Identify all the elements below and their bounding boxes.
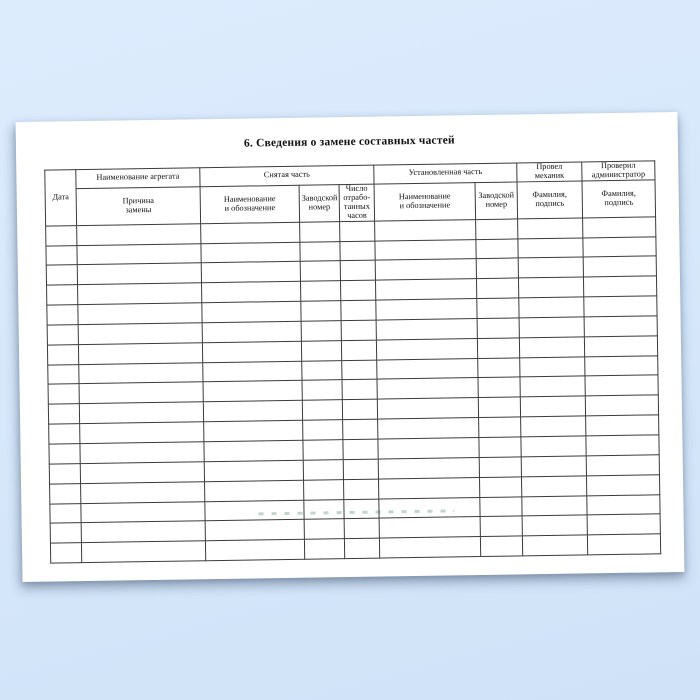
empty-cell [375, 219, 476, 240]
empty-cell [584, 336, 657, 357]
empty-cell [343, 459, 378, 479]
empty-cell [522, 495, 587, 516]
empty-cell [344, 538, 379, 558]
empty-cell [81, 481, 205, 503]
empty-cell [375, 279, 476, 300]
empty-cell [342, 380, 377, 400]
empty-cell [584, 296, 657, 317]
empty-cell [300, 241, 340, 261]
empty-cell [583, 256, 656, 277]
empty-cell [480, 516, 522, 536]
empty-cell [518, 277, 583, 298]
empty-cell [203, 401, 302, 422]
empty-cell [518, 257, 583, 278]
empty-cell [344, 479, 379, 499]
empty-cell [49, 444, 80, 464]
empty-cell [344, 518, 379, 538]
empty-cell [587, 534, 660, 555]
empty-cell [78, 283, 202, 305]
empty-cell [340, 280, 375, 300]
empty-cell [77, 223, 201, 245]
empty-cell [341, 340, 376, 360]
empty-cell [204, 440, 303, 461]
empty-cell [202, 341, 301, 362]
empty-cell [480, 536, 522, 556]
empty-cell [585, 355, 658, 376]
empty-cell [79, 382, 203, 404]
empty-cell [80, 462, 204, 484]
header-administrator-signature: Фамилия, подпись [582, 180, 656, 218]
header-reason: Причина замены [76, 187, 201, 226]
empty-cell [521, 456, 586, 477]
empty-cell [519, 337, 584, 358]
empty-cell [586, 435, 659, 456]
empty-cell [49, 463, 80, 483]
empty-cell [46, 245, 77, 265]
empty-cell [50, 503, 81, 523]
empty-cell [205, 480, 304, 501]
empty-cell [49, 424, 80, 444]
empty-cell [203, 361, 302, 382]
empty-cell [378, 438, 479, 459]
empty-cell [204, 460, 303, 481]
empty-cell [344, 499, 379, 519]
empty-cell [521, 476, 586, 497]
empty-cell [78, 343, 202, 365]
empty-cell [479, 477, 521, 497]
empty-cell [48, 364, 79, 384]
empty-cell [522, 535, 587, 556]
empty-cell [343, 439, 378, 459]
empty-cell [302, 380, 342, 400]
empty-cell [585, 375, 658, 396]
empty-cell [521, 436, 586, 457]
empty-cell [303, 459, 343, 479]
empty-cell [48, 404, 79, 424]
empty-cell [376, 338, 477, 359]
empty-cell [377, 358, 478, 379]
empty-cell [304, 539, 344, 559]
empty-cell [378, 457, 479, 478]
header-hours-worked: Число отрабо- танных часов [339, 184, 375, 221]
empty-cell [342, 399, 377, 419]
empty-cell [587, 494, 660, 515]
empty-cell [480, 496, 522, 516]
empty-cell [476, 219, 518, 239]
empty-cell [205, 500, 304, 521]
empty-cell [584, 316, 657, 337]
empty-cell [379, 517, 480, 538]
empty-cell [201, 222, 300, 243]
empty-cell [201, 242, 300, 263]
empty-cell [301, 301, 341, 321]
empty-cell [519, 317, 584, 338]
empty-cell [303, 440, 343, 460]
empty-cell [379, 537, 480, 558]
empty-cell [583, 236, 656, 257]
empty-cell [202, 321, 301, 342]
empty-cell [476, 258, 518, 278]
empty-cell [302, 360, 342, 380]
empty-cell [300, 221, 340, 241]
empty-cell [343, 419, 378, 439]
empty-cell [479, 437, 521, 457]
empty-cell [476, 278, 518, 298]
empty-cell [304, 499, 344, 519]
empty-cell [522, 515, 587, 536]
empty-cell [341, 300, 376, 320]
empty-cell [478, 397, 520, 417]
empty-cell [79, 362, 203, 384]
empty-cell [340, 261, 375, 281]
empty-cell [205, 520, 304, 541]
empty-cell [77, 243, 201, 265]
empty-cell [341, 320, 376, 340]
header-removed-name-designation: Наименование и обозначение [200, 185, 300, 223]
empty-cell [50, 523, 81, 543]
empty-cell [342, 360, 377, 380]
empty-cell [520, 357, 585, 378]
header-mechanic-signature: Фамилия, подпись [517, 181, 583, 219]
empty-cell [300, 281, 340, 301]
header-installed-name-designation: Наименование и обозначение [374, 182, 476, 220]
empty-cell [202, 301, 301, 322]
empty-cell [478, 358, 520, 378]
empty-cell [78, 303, 202, 325]
header-installed-factory-number: Заводской номер [475, 182, 518, 219]
header-mechanic: Провел механик [517, 162, 582, 182]
empty-cell [583, 276, 656, 297]
empty-cell [340, 221, 375, 241]
empty-cell [304, 519, 344, 539]
empty-cell [46, 225, 77, 245]
empty-cell [479, 417, 521, 437]
empty-cell [50, 543, 81, 563]
empty-cell [47, 305, 78, 325]
empty-cell [376, 319, 477, 340]
empty-cell [479, 457, 521, 477]
empty-cell [586, 415, 659, 436]
empty-cell [586, 475, 659, 496]
empty-cell [202, 281, 301, 302]
empty-cell [586, 455, 659, 476]
empty-cell [476, 239, 518, 259]
empty-cell [377, 398, 478, 419]
empty-cell [301, 340, 341, 360]
empty-cell [79, 402, 203, 424]
empty-cell [77, 263, 201, 285]
empty-cell [301, 321, 341, 341]
page-title: 6. Сведения о замене составных частей [243, 134, 455, 150]
header-administrator: Проверил администратор [582, 161, 655, 181]
empty-cell [340, 241, 375, 261]
empty-cell [81, 501, 205, 523]
empty-cell [478, 377, 520, 397]
empty-cell [81, 541, 205, 563]
empty-cell [204, 420, 303, 441]
document-page [16, 112, 685, 582]
header-removed-part: Снятая часть [200, 165, 374, 187]
empty-cell [300, 261, 340, 281]
empty-cell [47, 325, 78, 345]
empty-cell [50, 483, 81, 503]
empty-cell [48, 384, 79, 404]
empty-cell [302, 400, 342, 420]
header-installed-part: Установленная часть [374, 163, 517, 184]
empty-cell [303, 420, 343, 440]
empty-cell [46, 265, 77, 285]
empty-cell [201, 262, 300, 283]
empty-cell [477, 318, 519, 338]
empty-cell [80, 442, 204, 464]
empty-cell [376, 299, 477, 320]
empty-cell [78, 323, 202, 345]
empty-cell [375, 239, 476, 260]
empty-cell [81, 521, 205, 543]
empty-cell [587, 514, 660, 535]
empty-cell [518, 238, 583, 259]
header-removed-factory-number: Заводской номер [299, 185, 340, 222]
empty-cell [375, 259, 476, 280]
empty-cell [519, 297, 584, 318]
empty-cell [80, 422, 204, 444]
empty-cell [520, 376, 585, 397]
header-date: Дата [45, 170, 77, 226]
header-unit-name: Наименование агрегата [76, 168, 200, 189]
empty-cell [378, 418, 479, 439]
empty-cell [47, 344, 78, 364]
empty-cell [377, 378, 478, 399]
empty-cell [520, 396, 585, 417]
empty-cell [379, 477, 480, 498]
empty-cell [47, 285, 78, 305]
empty-cell [477, 298, 519, 318]
empty-cell [379, 497, 480, 518]
empty-cell [203, 381, 302, 402]
empty-cell [585, 395, 658, 416]
empty-cell [521, 416, 586, 437]
empty-cell [304, 479, 344, 499]
empty-cell [583, 217, 656, 238]
empty-cell [205, 539, 304, 560]
empty-cell [477, 338, 519, 358]
table-header [45, 161, 656, 226]
replacement-parts-table [44, 160, 661, 563]
empty-cell [518, 218, 583, 239]
